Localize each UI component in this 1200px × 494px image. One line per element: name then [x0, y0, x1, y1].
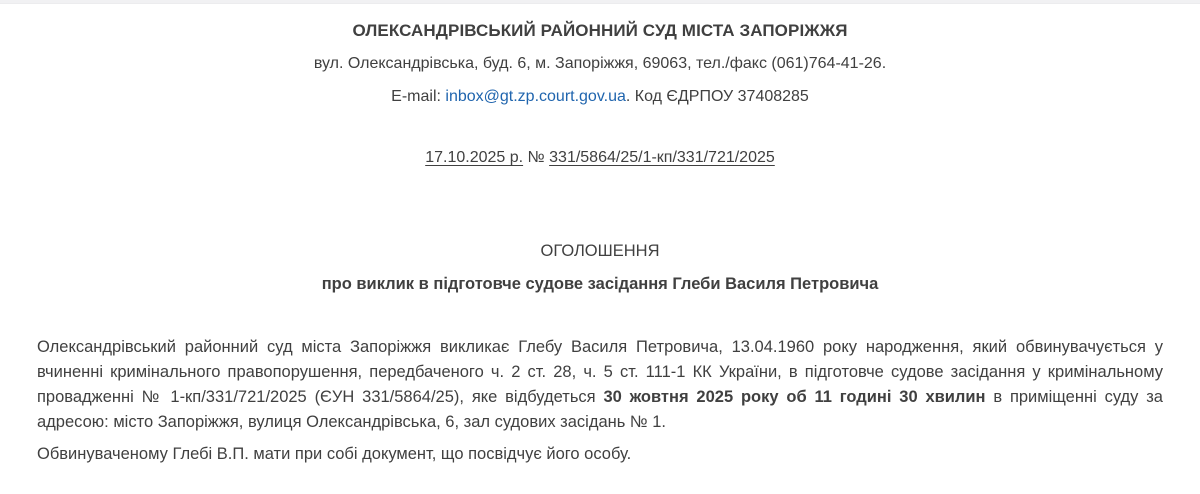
- reference-line: [37, 148, 1163, 168]
- email-label: E-mail:: [391, 88, 446, 105]
- case-number: 331/5864/25/1-кп/331/721/2025: [549, 149, 775, 166]
- email-link[interactable]: inbox@gt.zp.court.gov.ua: [445, 88, 626, 105]
- summons-text-start: Олександрівський районний суд міста Запоріжжя викликає Глебу Василя Петровича, 13.04.1960 року народження, який обвинувачується у вчиненні кримінального правопорушення, передбаченого ч. 2 ст. 28, ч. 5 ст. 111-1 КК України, в підготовче судове засідання у кримінальному провадженні № 1-кп/331/721/2025 (ЄУН 331/5864/25), яке відбудеться: [37, 338, 1163, 406]
- announcement-subtitle: про виклик в підготовче судове засідання Глеби Василя Петровича: [321, 275, 879, 293]
- court-document: [0, 21, 1200, 467]
- summons-text-end: в приміщенні суду за адресою: місто Запоріжжя, вулиця Олександрівська, 6, зал судових засідань № 1.: [37, 388, 1163, 431]
- document-date: 17.10.2025 р.: [425, 149, 524, 166]
- edrpou-code: . Код ЄДРПОУ 37408285: [625, 88, 809, 105]
- instruction-paragraph: Обвинуваченому Глебі В.П. мати при собі документ, що посвідчує його особу.: [37, 445, 632, 463]
- summons-paragraph: [37, 335, 1163, 435]
- court-name-heading: ОЛЕКСАНДРІВСЬКИЙ РАЙОННИЙ СУД МІСТА ЗАПОРІЖЖЯ: [352, 21, 848, 40]
- court-address-line: вул. Олександрівська, буд. 6, м. Запоріжжя, 69063, тел./факс (061)764-41-26.: [313, 55, 887, 72]
- number-sign: №: [523, 149, 550, 166]
- announcement-title: ОГОЛОШЕННЯ: [540, 242, 660, 260]
- page-top-strip: [0, 0, 1200, 4]
- hearing-datetime: 30 жовтня 2025 року об 11 годині 30 хвилин: [603, 388, 986, 406]
- court-contact-line: [37, 87, 1163, 107]
